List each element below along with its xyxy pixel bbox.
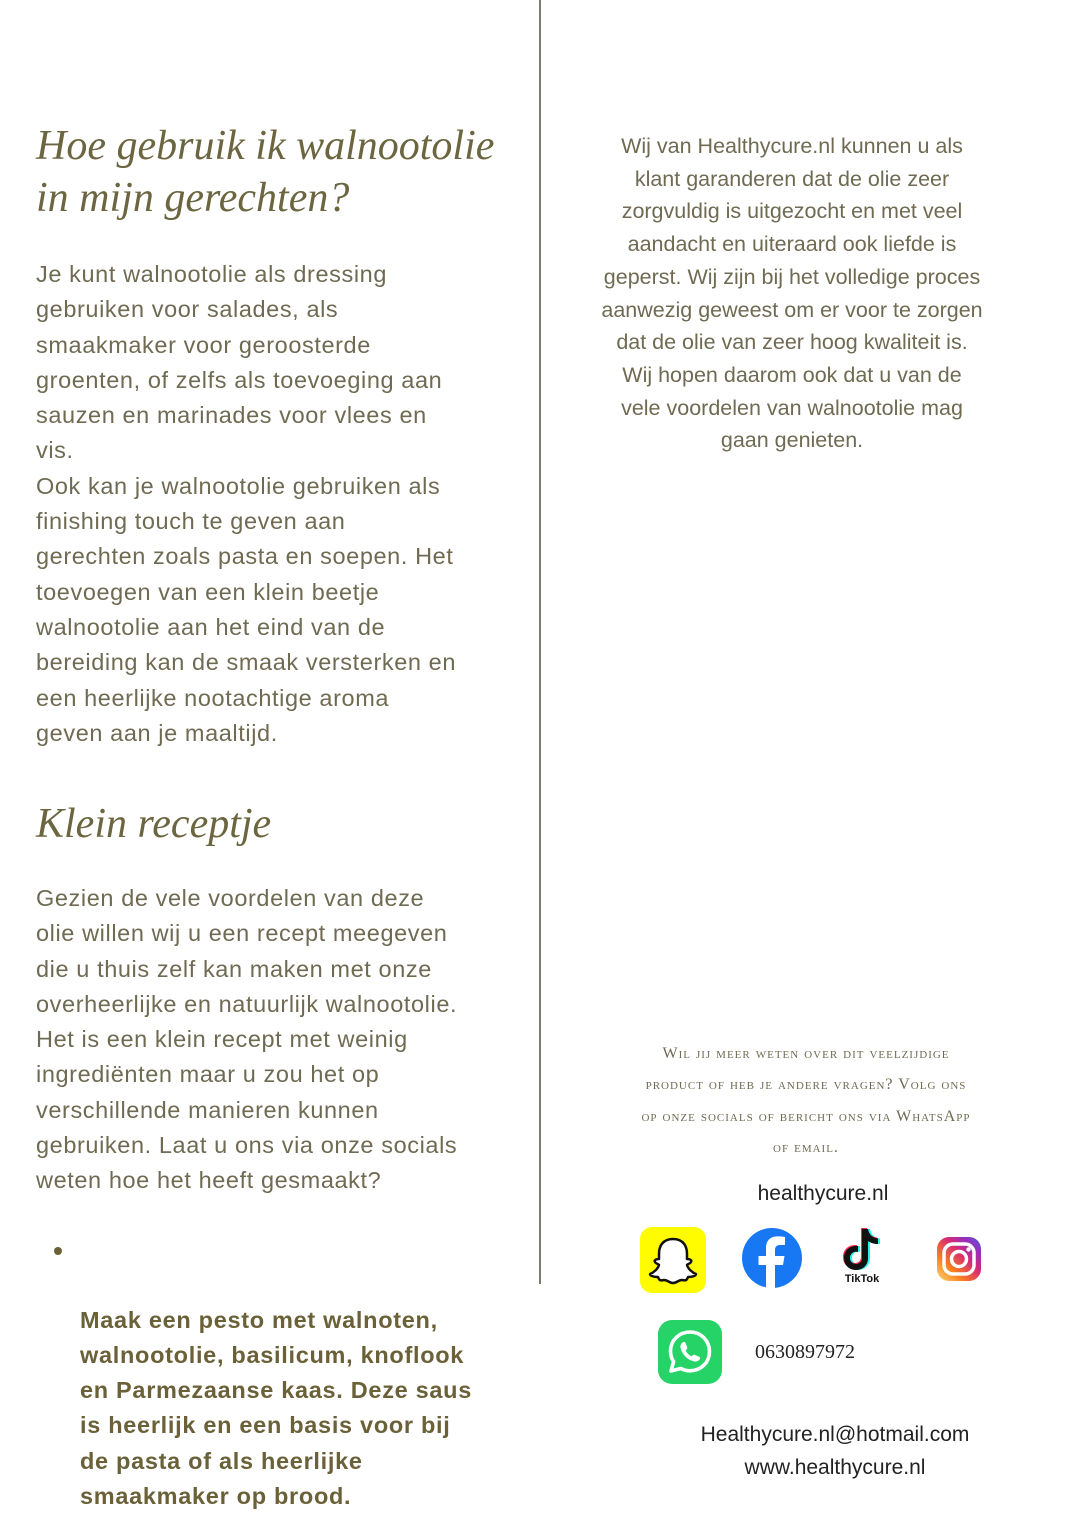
recipe-bullet-text: Maak een pesto met walnoten, walnootolie, basilicum, knoflook en Parmezaanse kaas. Deze saus is heerlijk en een basis voor bij de pasta of als heerlijke smaakmaker op brood.	[80, 1306, 473, 1510]
tiktok-icon[interactable]	[834, 1225, 890, 1285]
website-link[interactable]: www.healthycure.nl	[744, 1456, 926, 1479]
tiktok-label: TikTok	[844, 1273, 880, 1285]
column-divider	[539, 0, 541, 1284]
recipe-paragraph: Gezien de vele voordelen van deze olie willen wij u een recept meegeven die u thuis zelf kan maken met onze overheerlijke en natuurlijk walnootolie. Het is een klein recept met weinig ingrediënten maar u zou het op verschillende manieren kunnen gebruiken. Laat u ons via onze socials weten hoe het heeft gesmaakt?	[36, 885, 458, 1194]
whatsapp-icon[interactable]	[658, 1320, 722, 1384]
usage-paragraph: Je kunt walnootolie als dressing gebruiken voor salades, als smaakmaker voor geroosterde groenten, of zelfs als toevoeging aan sauzen en marinades voor vlees en vis. Ook kan je walnootolie gebruiken als finishing touch te geven aan gerechten zoals pasta en soepen. Het toevoegen van een klein beetje walnootolie aan het eind van de bereiding kan de smaak versterken en een heerlijke nootachtige aroma geven aan je maaltijd.	[36, 261, 457, 746]
phone-number: 0630897972	[755, 1341, 855, 1363]
facebook-icon[interactable]	[741, 1227, 803, 1289]
heading-usage: Hoe gebruik ik walnootolie in mijn gerechten?	[36, 123, 495, 221]
socials-call-to-action: Wil jij meer weten over dit veelzijdige product of heb je andere vragen? Volg ons op onze socials of bericht ons via WhatsApp of email.	[641, 1045, 971, 1157]
heading-recipe: Klein receptje	[36, 801, 272, 847]
list-item	[36, 1232, 506, 1514]
snapchat-icon[interactable]	[640, 1227, 706, 1293]
email-address[interactable]: Healthycure.nl@hotmail.com	[700, 1423, 970, 1446]
guarantee-paragraph: Wij van Healthycure.nl kunnen u als klant garanderen dat de olie zeer zorgvuldig is uitgezocht en met veel aandacht en uiteraard ook liefde is geperst. Wij zijn bij het volledige proces aanwezig geweest om er voor te zorgen dat de olie van zeer hoog kwaliteit is. Wij hopen daarom ook dat u van de vele voordelen van walnootolie mag gaan genieten.	[601, 134, 983, 453]
recipe-list	[36, 1232, 506, 1514]
instagram-icon[interactable]	[936, 1236, 982, 1282]
bullet-icon	[54, 1247, 62, 1255]
social-handle: healthycure.nl	[757, 1182, 889, 1205]
